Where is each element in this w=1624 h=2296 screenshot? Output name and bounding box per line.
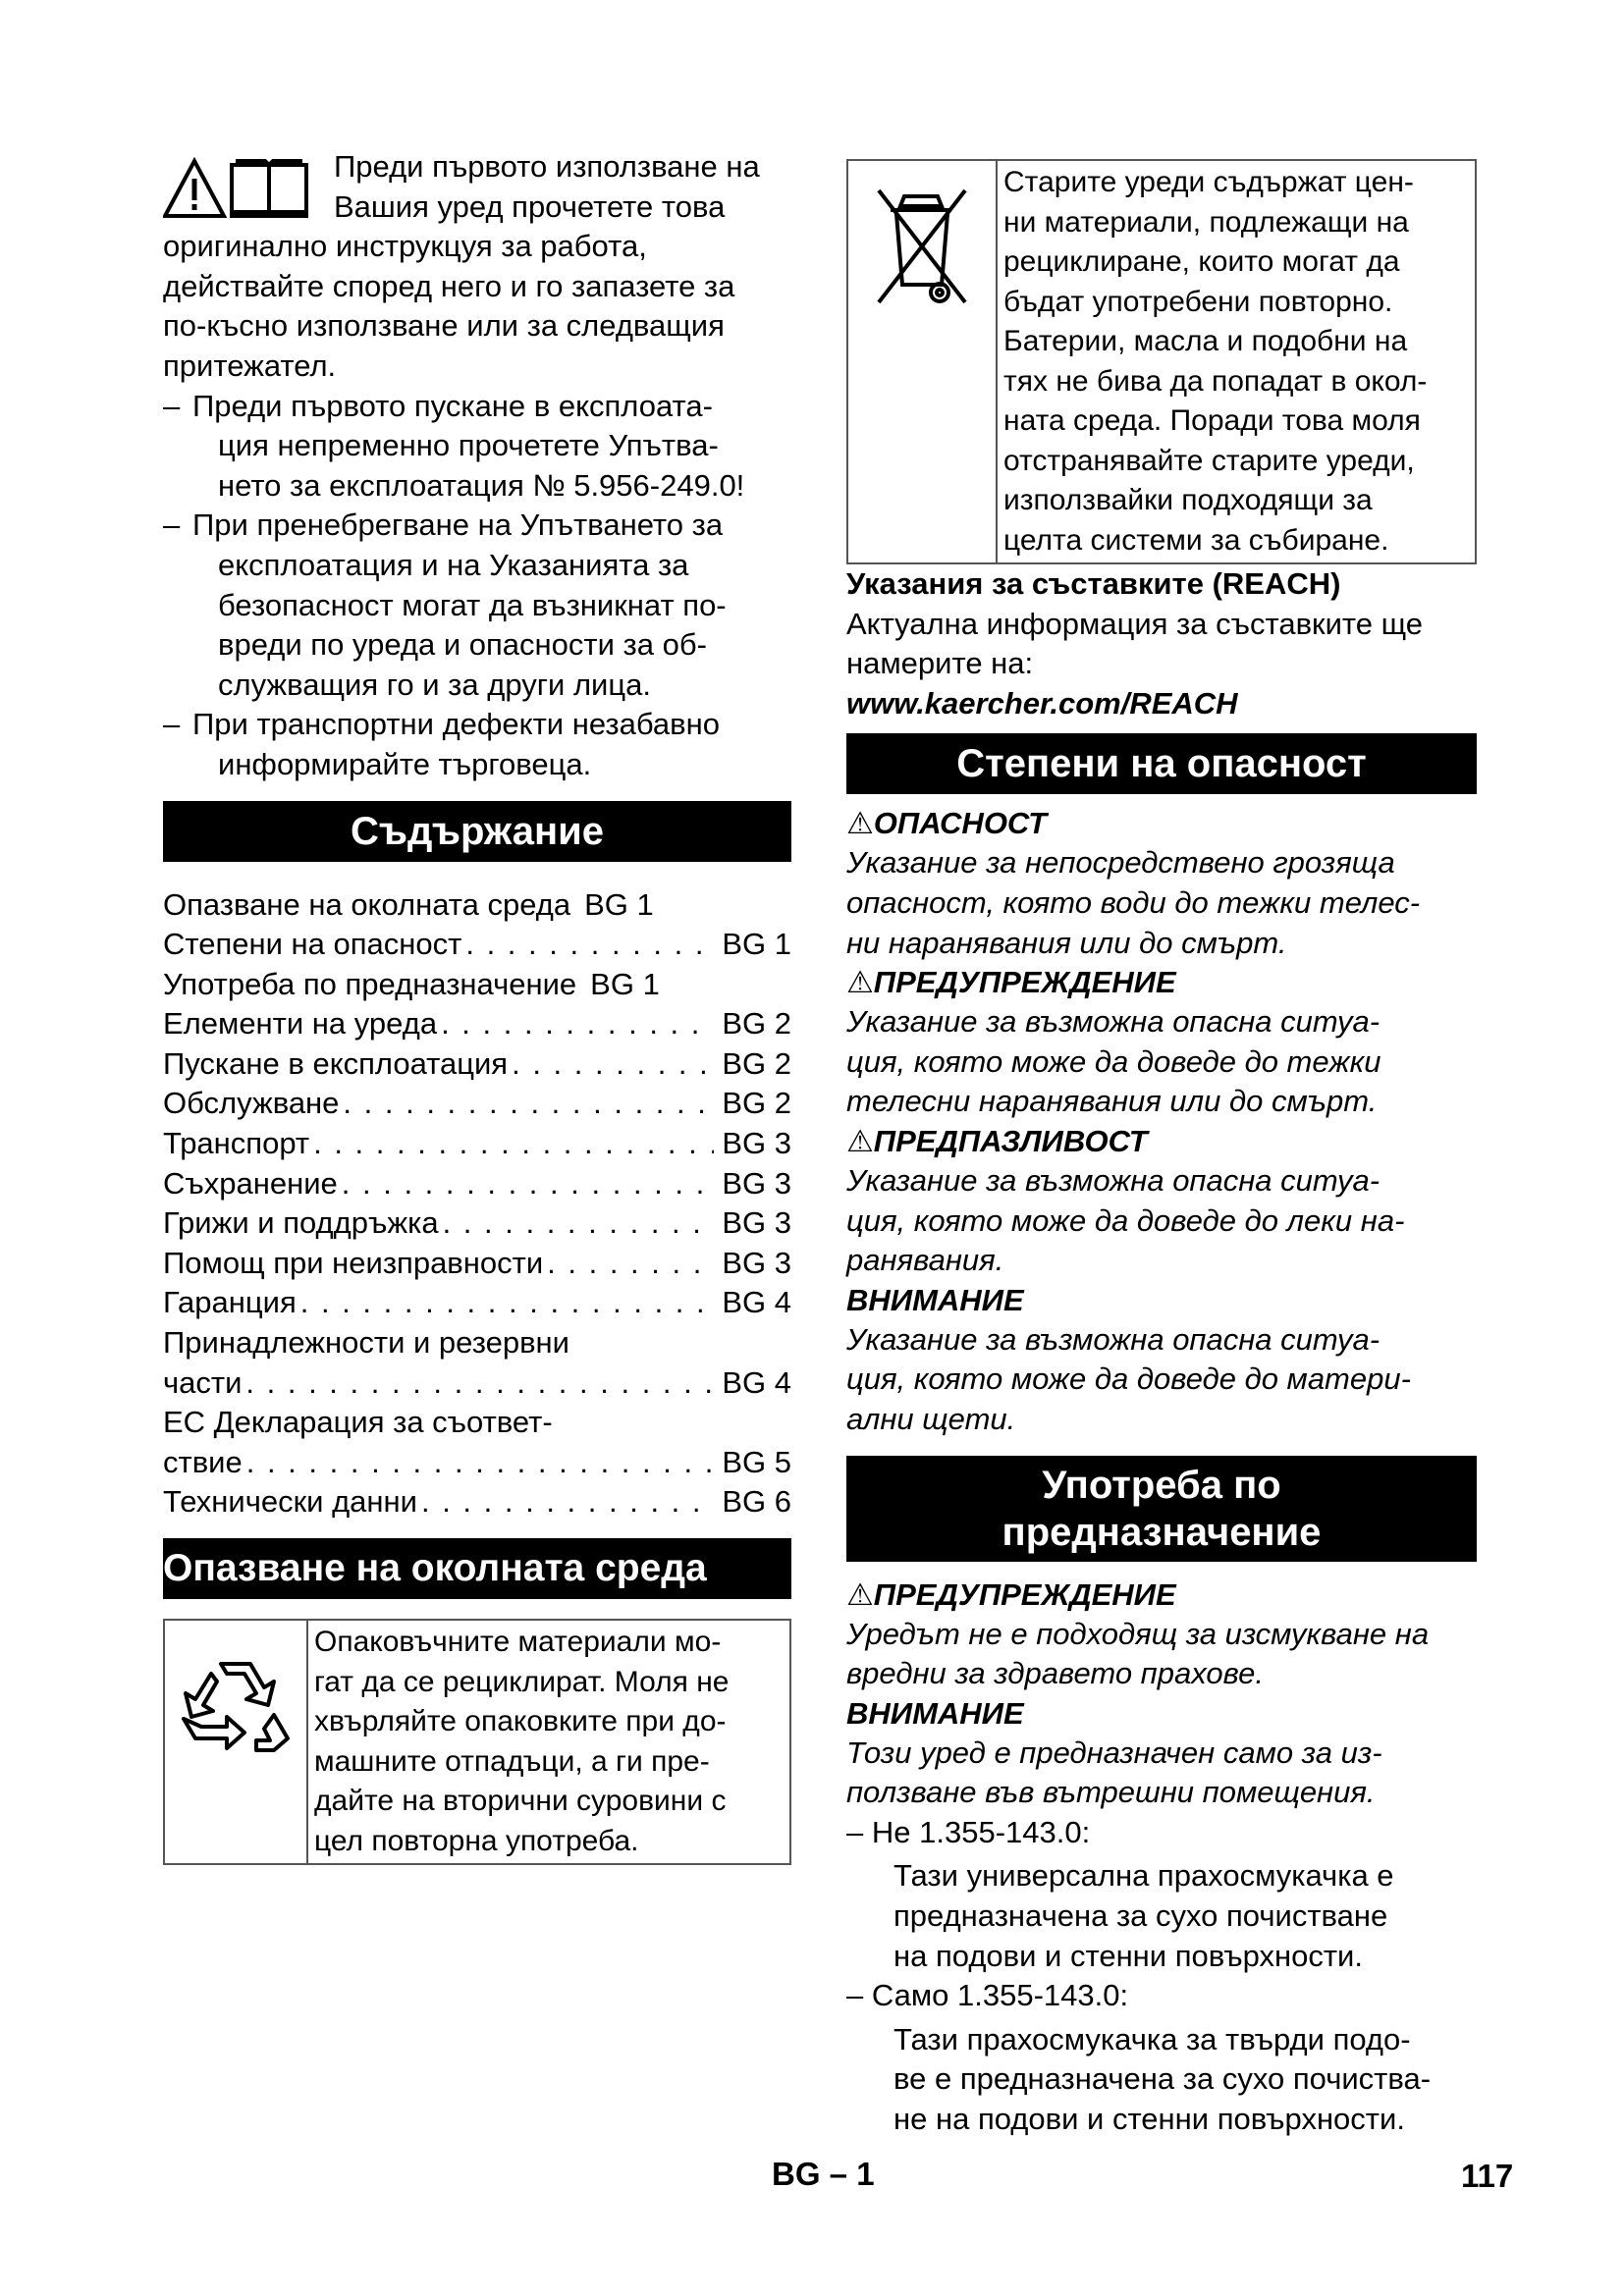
toc-leader-dots — [243, 1443, 715, 1483]
box-line: целта системи за събиране. — [1003, 523, 1389, 557]
reach-line: намерите на: — [846, 646, 1034, 681]
danger-level-line: ция, която може да доведе до тежки — [846, 1043, 1381, 1079]
notice-heading: ВНИМАНИЕ — [846, 1695, 1024, 1731]
danger-level-heading: ⚠ПРЕДПАЗЛИВОСТ — [846, 1123, 1148, 1158]
box-line: използвайки подходящи за — [1003, 484, 1373, 516]
variant-label: – Не 1.355-143.0: — [846, 1814, 1091, 1849]
toc-entry[interactable] — [163, 1363, 791, 1404]
bullet-line: Преди първото пускане в експлоата- — [192, 388, 713, 423]
toc-entry-page: BG 5 — [722, 1444, 791, 1479]
bullet-dash: – — [163, 507, 181, 543]
danger-level-item — [846, 1122, 1477, 1281]
page-number: 117 — [1461, 2158, 1514, 2194]
notice-line: Този уред е предназначен само за из- — [846, 1735, 1382, 1770]
toc-entry-page: BG 2 — [722, 1045, 791, 1081]
box-line: тях не бива да попадат в окол- — [1003, 364, 1428, 398]
bullet-line: експлоатация и на Указанията за — [218, 547, 689, 582]
toc-leader-dots — [242, 1363, 714, 1404]
danger-levels-heading: Степени на опасност — [846, 733, 1477, 794]
toc-entry-page: BG 3 — [722, 1245, 791, 1280]
warning-heading: ⚠ПРЕДУПРЕЖДЕНИЕ — [846, 1576, 1176, 1612]
reach-heading: Указания за съставките (REACH) — [846, 566, 1341, 601]
toc-entry-label: ЕС Декларация за съответ- — [163, 1405, 553, 1440]
warning-triangle-icon: ⚠ — [846, 965, 874, 1000]
toc-entry[interactable] — [163, 1084, 791, 1124]
toc-leader-dots — [543, 1244, 714, 1284]
toc-entry-page: BG 1 — [722, 927, 791, 962]
box-line: ни материали, подлежащи на — [1003, 205, 1409, 239]
toc-entry[interactable] — [163, 885, 791, 926]
toc-entry[interactable] — [163, 925, 791, 965]
toc-entry-label: Транспорт — [163, 1126, 310, 1161]
toc-entry[interactable] — [163, 1044, 791, 1085]
old-devices-text — [998, 161, 1475, 562]
danger-level-line: Указание за възможна опасна ситуа- — [846, 1162, 1380, 1198]
variant-line: на подови и стенни повърхности. — [893, 1938, 1363, 1973]
toc-leader-dots — [461, 925, 714, 965]
box-line: Старите уреди съдържат цен- — [1003, 166, 1414, 198]
toc-leader-dots — [338, 1164, 715, 1204]
bullet-line: При пренебрегване на Упътването за — [192, 507, 724, 543]
environment-heading: Опазване на околната среда — [163, 1538, 791, 1599]
toc-entry[interactable] — [163, 1244, 791, 1284]
toc-entry-label: Принадлежности и резервни — [163, 1325, 569, 1361]
danger-level-heading: ⚠ПРЕДУПРЕЖДЕНИЕ — [846, 965, 1176, 1000]
danger-level-line: Указание за възможна опасна ситуа- — [846, 1321, 1380, 1357]
intended-use-heading — [846, 1456, 1477, 1562]
intro-line: притежател. — [163, 347, 337, 383]
toc-entry[interactable] — [163, 1203, 791, 1244]
box-line: хвърляйте опаковките при до- — [314, 1705, 727, 1737]
toc-entry-label: Обслужване — [163, 1086, 340, 1121]
toc-entry-page: BG 3 — [722, 1165, 791, 1201]
warning-book-icons — [163, 155, 320, 226]
toc-entry-label: части — [163, 1364, 243, 1400]
box-line: бъдат употребени повторно. — [1003, 285, 1393, 318]
variant-label: – Само 1.355-143.0: — [846, 1978, 1129, 2013]
toc-entry-page: BG 1 — [590, 966, 660, 1001]
bin-icon-cell — [848, 161, 998, 562]
danger-level-item — [846, 963, 1477, 1122]
old-devices-box — [846, 159, 1477, 564]
danger-level-line: ранявания. — [846, 1243, 1004, 1278]
toc-leader-dots — [508, 1044, 714, 1085]
variant-body — [846, 2020, 1477, 2140]
intended-use-title-line: Употреба по — [1042, 1463, 1281, 1507]
toc-entry-label: Пускане в експлоатация — [163, 1045, 509, 1081]
intro-bullet — [163, 705, 791, 784]
toc-entry-label: Технически данни — [163, 1484, 417, 1520]
intro-bullet — [163, 387, 791, 507]
toc-heading: Съдържание — [163, 801, 791, 862]
toc-entry[interactable] — [163, 1443, 791, 1483]
toc-entry-page: BG 3 — [722, 1126, 791, 1161]
footer-section: BG – 1 — [772, 2156, 875, 2192]
toc-entry-label: ствие — [163, 1444, 243, 1479]
intended-use-notice — [846, 1694, 1477, 1813]
danger-level-line: Указание за непосредствено грозяща — [846, 845, 1395, 881]
toc-entry-page: BG 4 — [722, 1364, 791, 1400]
box-line: дайте на вторични суровини с — [314, 1785, 727, 1817]
toc-leader-dots — [439, 1203, 715, 1244]
intended-use-warning — [846, 1575, 1477, 1694]
toc-entry[interactable] — [163, 1124, 791, 1164]
toc-entry-label: Елементи на уреда — [163, 1006, 438, 1041]
variant-line: предназначена за сухо почистване — [893, 1898, 1388, 1934]
warning-triangle-icon: ⚠ — [846, 1123, 874, 1158]
intro-bullet — [163, 506, 791, 705]
variant-body — [846, 1856, 1477, 1976]
warning-triangle-icon: ⚠ — [846, 1576, 874, 1612]
danger-level-line: Указание за възможна опасна ситуа- — [846, 1004, 1380, 1040]
bullet-line: При транспортни дефекти незабавно — [192, 707, 720, 742]
danger-levels-list — [846, 804, 1477, 1439]
recycling-text — [308, 1621, 789, 1863]
intro-line: действайте според него и го запазете за — [163, 268, 735, 303]
toc-entry-label: Грижи и поддръжка — [163, 1205, 439, 1241]
warning-line: Уредът не е подходящ за изсмукване на — [846, 1616, 1430, 1651]
toc-leader-dots — [309, 1124, 714, 1164]
toc-entry-page: BG 3 — [722, 1205, 791, 1241]
bullet-dash: – — [163, 707, 181, 742]
toc-entry-label: Съхранение — [163, 1165, 338, 1201]
bullet-line: нето за експлоатация № 5.956-249.0! — [218, 467, 745, 503]
intro-line: Вашия уред прочетете това — [334, 188, 726, 224]
bullet-line: служващия го и за други лица. — [218, 667, 651, 702]
intro-line: по-късно използване или за следващия — [163, 308, 725, 344]
recycling-box — [163, 1619, 791, 1865]
reach-link[interactable]: www.kaercher.com/REACH — [846, 685, 1238, 721]
toc-entry[interactable] — [163, 1283, 791, 1323]
box-line: гат да се рециклират. Моля не — [314, 1665, 730, 1698]
toc-entry-page: BG 2 — [722, 1006, 791, 1041]
toc-leader-dots — [297, 1283, 715, 1323]
toc-entry[interactable] — [163, 1323, 791, 1363]
toc-entry-label: Опазване на околната среда — [163, 886, 571, 922]
toc-leader-dots — [417, 1482, 714, 1522]
warning-triangle-icon — [165, 161, 224, 216]
danger-level-heading: ⚠ОПАСНОСТ — [846, 806, 1048, 841]
danger-level-line: ция, която може да доведе до матери- — [846, 1362, 1411, 1397]
open-book-icon — [232, 161, 306, 216]
box-line: ната среда. Поради това моля — [1003, 404, 1421, 437]
toc-entry-label: Степени на опасност — [163, 927, 462, 962]
variant-line: Тази универсална прахосмукачка е — [893, 1858, 1394, 1894]
danger-level-item — [846, 804, 1477, 963]
crossed-out-bin-icon — [873, 183, 971, 310]
toc-entry-label: Гаранция — [163, 1285, 297, 1320]
intro-icons — [163, 155, 320, 226]
toc-entry[interactable] — [163, 1164, 791, 1204]
variant-item — [846, 1813, 1477, 1976]
left-column — [163, 147, 791, 1865]
box-line: рециклиране, които могат да — [1003, 245, 1400, 278]
intro-block — [163, 147, 791, 387]
box-line: Батерии, масла и подобни на — [1003, 325, 1408, 357]
bullet-line: информирайте търговеца. — [218, 746, 592, 781]
danger-level-line: ални щети. — [846, 1401, 1016, 1436]
variant-line: Тази прахосмукачка за твърди подо- — [893, 2021, 1411, 2056]
toc-entry[interactable] — [163, 965, 791, 1005]
bullet-line: ция непременно прочетете Упътва- — [218, 428, 719, 463]
bullet-line: безопасност могат да възникнат по- — [218, 587, 727, 622]
toc-entry[interactable] — [163, 1482, 791, 1522]
intended-use-title-line: предназначение — [1001, 1510, 1322, 1554]
toc-entry-page: BG 1 — [584, 886, 654, 922]
variant-item — [846, 1976, 1477, 2139]
box-line: машните отпадъци, а ги пре- — [314, 1744, 710, 1778]
bullet-dash: – — [163, 388, 181, 423]
toc-entry[interactable] — [163, 1403, 791, 1443]
toc-entry-label: Помощ при неизправности — [163, 1245, 544, 1280]
toc-leader-dots — [339, 1084, 714, 1124]
recycling-icon-cell — [165, 1621, 308, 1863]
table-of-contents — [163, 885, 791, 1523]
toc-entry-page: BG 2 — [722, 1086, 791, 1121]
box-line: отстранявайте старите уреди, — [1003, 444, 1415, 477]
notice-line: ползване във вътрешни помещения. — [846, 1775, 1376, 1810]
warning-triangle-icon: ⚠ — [846, 806, 874, 841]
intro-line: Преди първото използване на — [334, 149, 760, 184]
toc-entry-label: Употреба по предназначение — [163, 966, 577, 1001]
toc-entry[interactable] — [163, 1004, 791, 1044]
danger-level-line: опасност, която води до тежки телес- — [846, 884, 1421, 920]
intro-line: оригинално инструкцуя за работа, — [163, 229, 647, 264]
danger-level-line: ция, която може да доведе до леки на- — [846, 1202, 1405, 1238]
variant-line: не на подови и стенни повърхности. — [893, 2102, 1405, 2137]
warning-line: вредни за здравето прахове. — [846, 1656, 1264, 1691]
recycle-icon — [172, 1654, 299, 1762]
toc-entry-page: BG 4 — [722, 1285, 791, 1320]
box-line: Опаковъчните материали мо- — [314, 1626, 722, 1658]
reach-line: Актуална информация за съставките ще — [846, 606, 1424, 641]
danger-level-line: телесни наранявания или до смърт. — [846, 1084, 1378, 1119]
danger-level-line: ни наранявания или до смърт. — [846, 925, 1287, 960]
box-line: цел повторна употреба. — [314, 1824, 639, 1857]
right-column — [846, 159, 1477, 2140]
danger-level-heading: ВНИМАНИЕ — [846, 1282, 1024, 1317]
variant-line: ве е предназначена за сухо почиства- — [893, 2061, 1432, 2097]
danger-level-item — [846, 1281, 1477, 1440]
bullet-line: вреди по уреда и опасности за об- — [218, 627, 707, 663]
toc-entry-page: BG 6 — [722, 1484, 791, 1520]
toc-leader-dots — [437, 1004, 714, 1044]
